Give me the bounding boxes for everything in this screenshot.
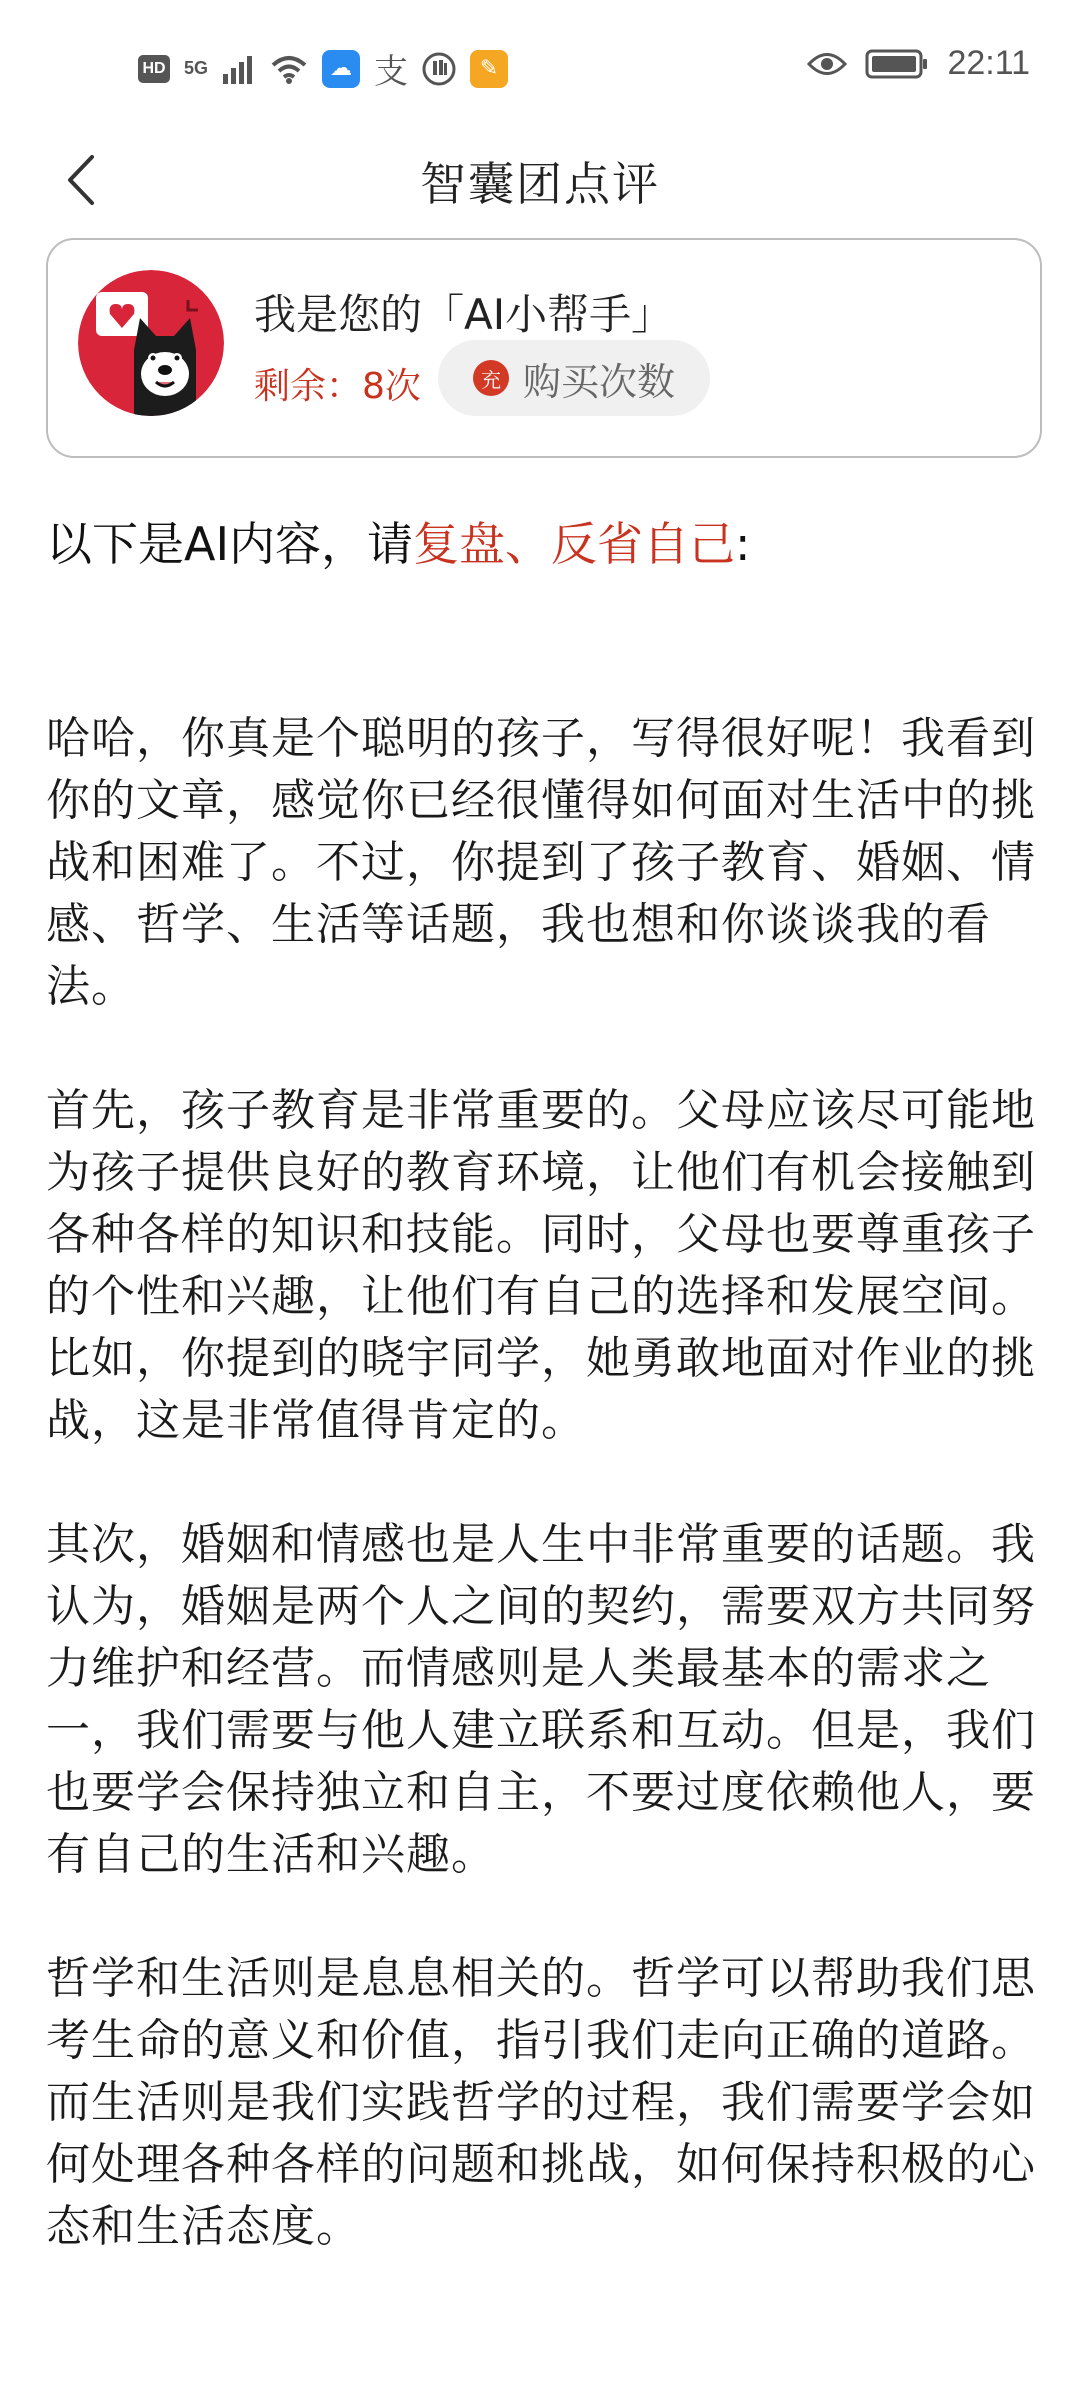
ai-content	[46, 708, 1036, 2320]
status-right	[807, 44, 1030, 83]
ai-helper-card	[46, 238, 1042, 458]
status-left	[138, 44, 508, 93]
status-bar	[0, 0, 1080, 130]
instruction-suffix: :	[735, 517, 751, 571]
wifi-icon	[270, 54, 308, 84]
hd-icon: HD	[138, 55, 170, 83]
alipay-icon: 支	[374, 53, 409, 91]
remaining-count: 剩余：8次	[254, 366, 421, 407]
dog-mascot-icon	[78, 270, 224, 416]
app-notification-icon: ✎	[470, 50, 508, 88]
nav-bar	[0, 130, 1080, 230]
signal-icon	[222, 54, 256, 84]
content-paragraph: 哈哈，你真是个聪明的孩子，写得很好呢！我看到你的文章，感觉你已经很懂得如何面对生活中的挑战和困难了。不过，你提到了孩子教育、婚姻、情感、哲学、生活等话题，我也想和你谈谈我的看法。	[46, 713, 1036, 1012]
recharge-icon: 充	[473, 360, 509, 396]
battery-icon	[865, 49, 929, 79]
card-title: 我是您的「AI小帮手」	[254, 290, 674, 339]
network-label: 5G	[184, 58, 209, 78]
eye-icon	[807, 51, 847, 77]
hand-app-icon	[422, 52, 456, 86]
clock: 22:11	[947, 44, 1030, 82]
buy-times-button[interactable]	[438, 340, 710, 416]
instruction-prefix: 以下是AI内容，请	[46, 517, 414, 571]
instruction-highlight: 复盘、反省自己	[413, 517, 736, 571]
instruction-line	[46, 508, 751, 574]
buy-times-label: 购买次数	[522, 359, 675, 404]
content-paragraph: 哲学和生活则是息息相关的。哲学可以帮助我们思考生命的意义和价值，指引我们走向正确的道路。而生活则是我们实践哲学的过程，我们需要学会如何处理各种各样的问题和挑战，如何保持积极的心态和生活态度。	[46, 1953, 1036, 2252]
weather-app-icon: ☁	[322, 50, 360, 88]
content-paragraph: 其次，婚姻和情感也是人生中非常重要的话题。我认为，婚姻是两个人之间的契约，需要双方共同努力维护和经营。而情感则是人类最基本的需求之一，我们需要与他人建立联系和互动。但是，我们也要学会保持独立和自主，不要过度依赖他人，要有自己的生活和兴趣。	[46, 1519, 1036, 1880]
page-title: 智囊团点评	[420, 157, 660, 211]
content-paragraph: 首先，孩子教育是非常重要的。父母应该尽可能地为孩子提供良好的教育环境，让他们有机会接触到各种各样的知识和技能。同时，父母也要尊重孩子的个性和兴趣，让他们有自己的选择和发展空间。比如，你提到的晓宇同学，她勇敢地面对作业的挑战，这是非常值得肯定的。	[46, 1085, 1036, 1446]
avatar	[78, 270, 224, 416]
